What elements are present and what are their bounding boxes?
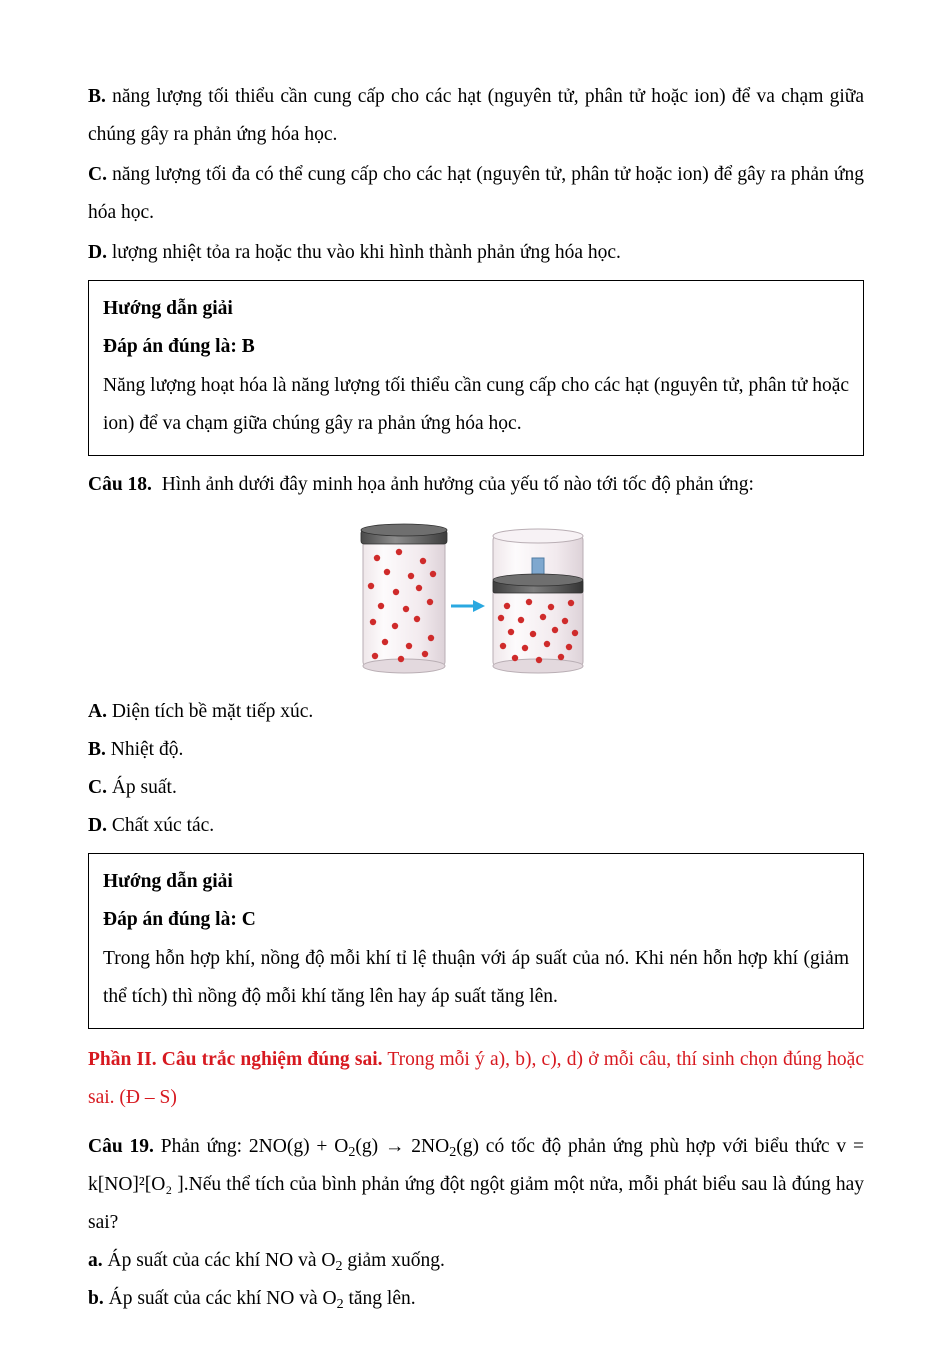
section-heading-part-2 [88, 1041, 864, 1117]
statement-post: tăng lên. [343, 1288, 416, 1310]
guide-title: Hướng dẫn giải [103, 298, 233, 320]
option-text: Diện tích bề mặt tiếp xúc. [111, 701, 314, 723]
statement-pre: Áp suất của các khí NO và O [102, 1249, 336, 1271]
option-text: Áp suất. [111, 777, 177, 799]
question-19 [88, 1128, 864, 1242]
option-c-18 [88, 769, 864, 807]
question-text: Hình ảnh dưới đây minh họa ảnh hưởng của yếu tố nào tới tốc độ phản ứng: [161, 474, 754, 496]
statement-b-19 [88, 1280, 864, 1318]
guide-title: Hướng dẫn giải [103, 871, 233, 893]
question-18 [88, 466, 864, 504]
option-b-top [88, 78, 864, 154]
question-19-line2: Nếu thể tích của bình phản ứng đột ngột giảm một nửa, mỗi phát biểu sau là đúng hay sai? [88, 1173, 864, 1233]
arrow-icon [451, 600, 485, 612]
question-19-a: Phản ứng: 2NO(g) + O [153, 1135, 349, 1157]
statement-post: giảm xuống. [342, 1249, 445, 1271]
option-letter: C. [88, 164, 107, 186]
question-19-c: (g) có tốc độ phản ứng phù hợp với biểu thức [456, 1135, 837, 1157]
subscript-2: 2 [449, 1143, 457, 1160]
option-text: năng lượng tối thiểu cần cung cấp cho các hạt (nguyên tử, phân tử hoặc ion) để va chạm giữa chúng gây ra phản ứng hóa học. [88, 86, 864, 146]
option-text: lượng nhiệt tỏa ra hoặc thu vào khi hình thành phản ứng hóa học. [111, 242, 621, 264]
question-label: Câu 19. [88, 1135, 154, 1157]
section-bold-part: Phần II. Câu trắc nghiệm đúng sai. [88, 1049, 383, 1071]
option-letter: C. [88, 777, 107, 799]
option-a-18 [88, 693, 864, 731]
figure-18 [88, 514, 864, 679]
option-letter: A. [88, 701, 107, 723]
statement-letter: a. [88, 1249, 103, 1271]
gas-compression-diagram [351, 514, 601, 679]
cylinder-right [493, 529, 583, 673]
subscript-2: 2 [336, 1296, 344, 1313]
statement-a-19 [88, 1242, 864, 1280]
option-letter: D. [88, 242, 107, 264]
option-letter: D. [88, 815, 107, 837]
rate-formula: v = k[NO]²[O₂ ]. [88, 1135, 865, 1195]
subscript-2: 2 [335, 1257, 343, 1274]
option-d-top [88, 234, 864, 272]
option-b-18 [88, 731, 864, 769]
subscript-2: 2 [348, 1143, 356, 1160]
question-label: Câu 18. [88, 474, 152, 496]
option-text: năng lượng tối đa có thể cung cấp cho các hạt (nguyên tử, phân tử hoặc ion) để gây ra phản ứng hóa học. [88, 164, 864, 224]
section-rest: Trong mỗi ý a), b), c), d) ở mỗi câu, thí sinh chọn đúng hoặc sai. (Đ – S) [88, 1049, 864, 1109]
option-text: Chất xúc tác. [111, 815, 215, 837]
guide-box-1 [88, 280, 864, 456]
cylinder-left [361, 524, 447, 673]
guide-answer: Đáp án đúng là: B [103, 336, 255, 358]
guide-box-2 [88, 853, 864, 1029]
guide-body: Trong hỗn hợp khí, nồng độ mỗi khí tỉ lệ thuận với áp suất của nó. Khi nén hỗn hợp khí (giảm thể tích) thì nồng độ mỗi khí tăng lên hay áp suất tăng lên. [103, 948, 849, 1008]
statement-letter: b. [88, 1288, 104, 1310]
question-19-b: (g) → 2NO [355, 1135, 450, 1157]
guide-answer: Đáp án đúng là: C [103, 909, 256, 931]
option-letter: B. [88, 739, 106, 761]
guide-body: Năng lượng hoạt hóa là năng lượng tối thiểu cần cung cấp cho các hạt (nguyên tử, phân tử hoặc ion) để va chạm giữa chúng gây ra phản ứng hóa học. [103, 375, 849, 435]
option-text: Nhiệt độ. [110, 739, 184, 761]
options-18 [88, 693, 864, 845]
option-letter: B. [88, 86, 106, 107]
option-d-18 [88, 807, 864, 845]
option-c-top [88, 156, 864, 232]
statement-pre: Áp suất của các khí NO và O [103, 1288, 337, 1310]
